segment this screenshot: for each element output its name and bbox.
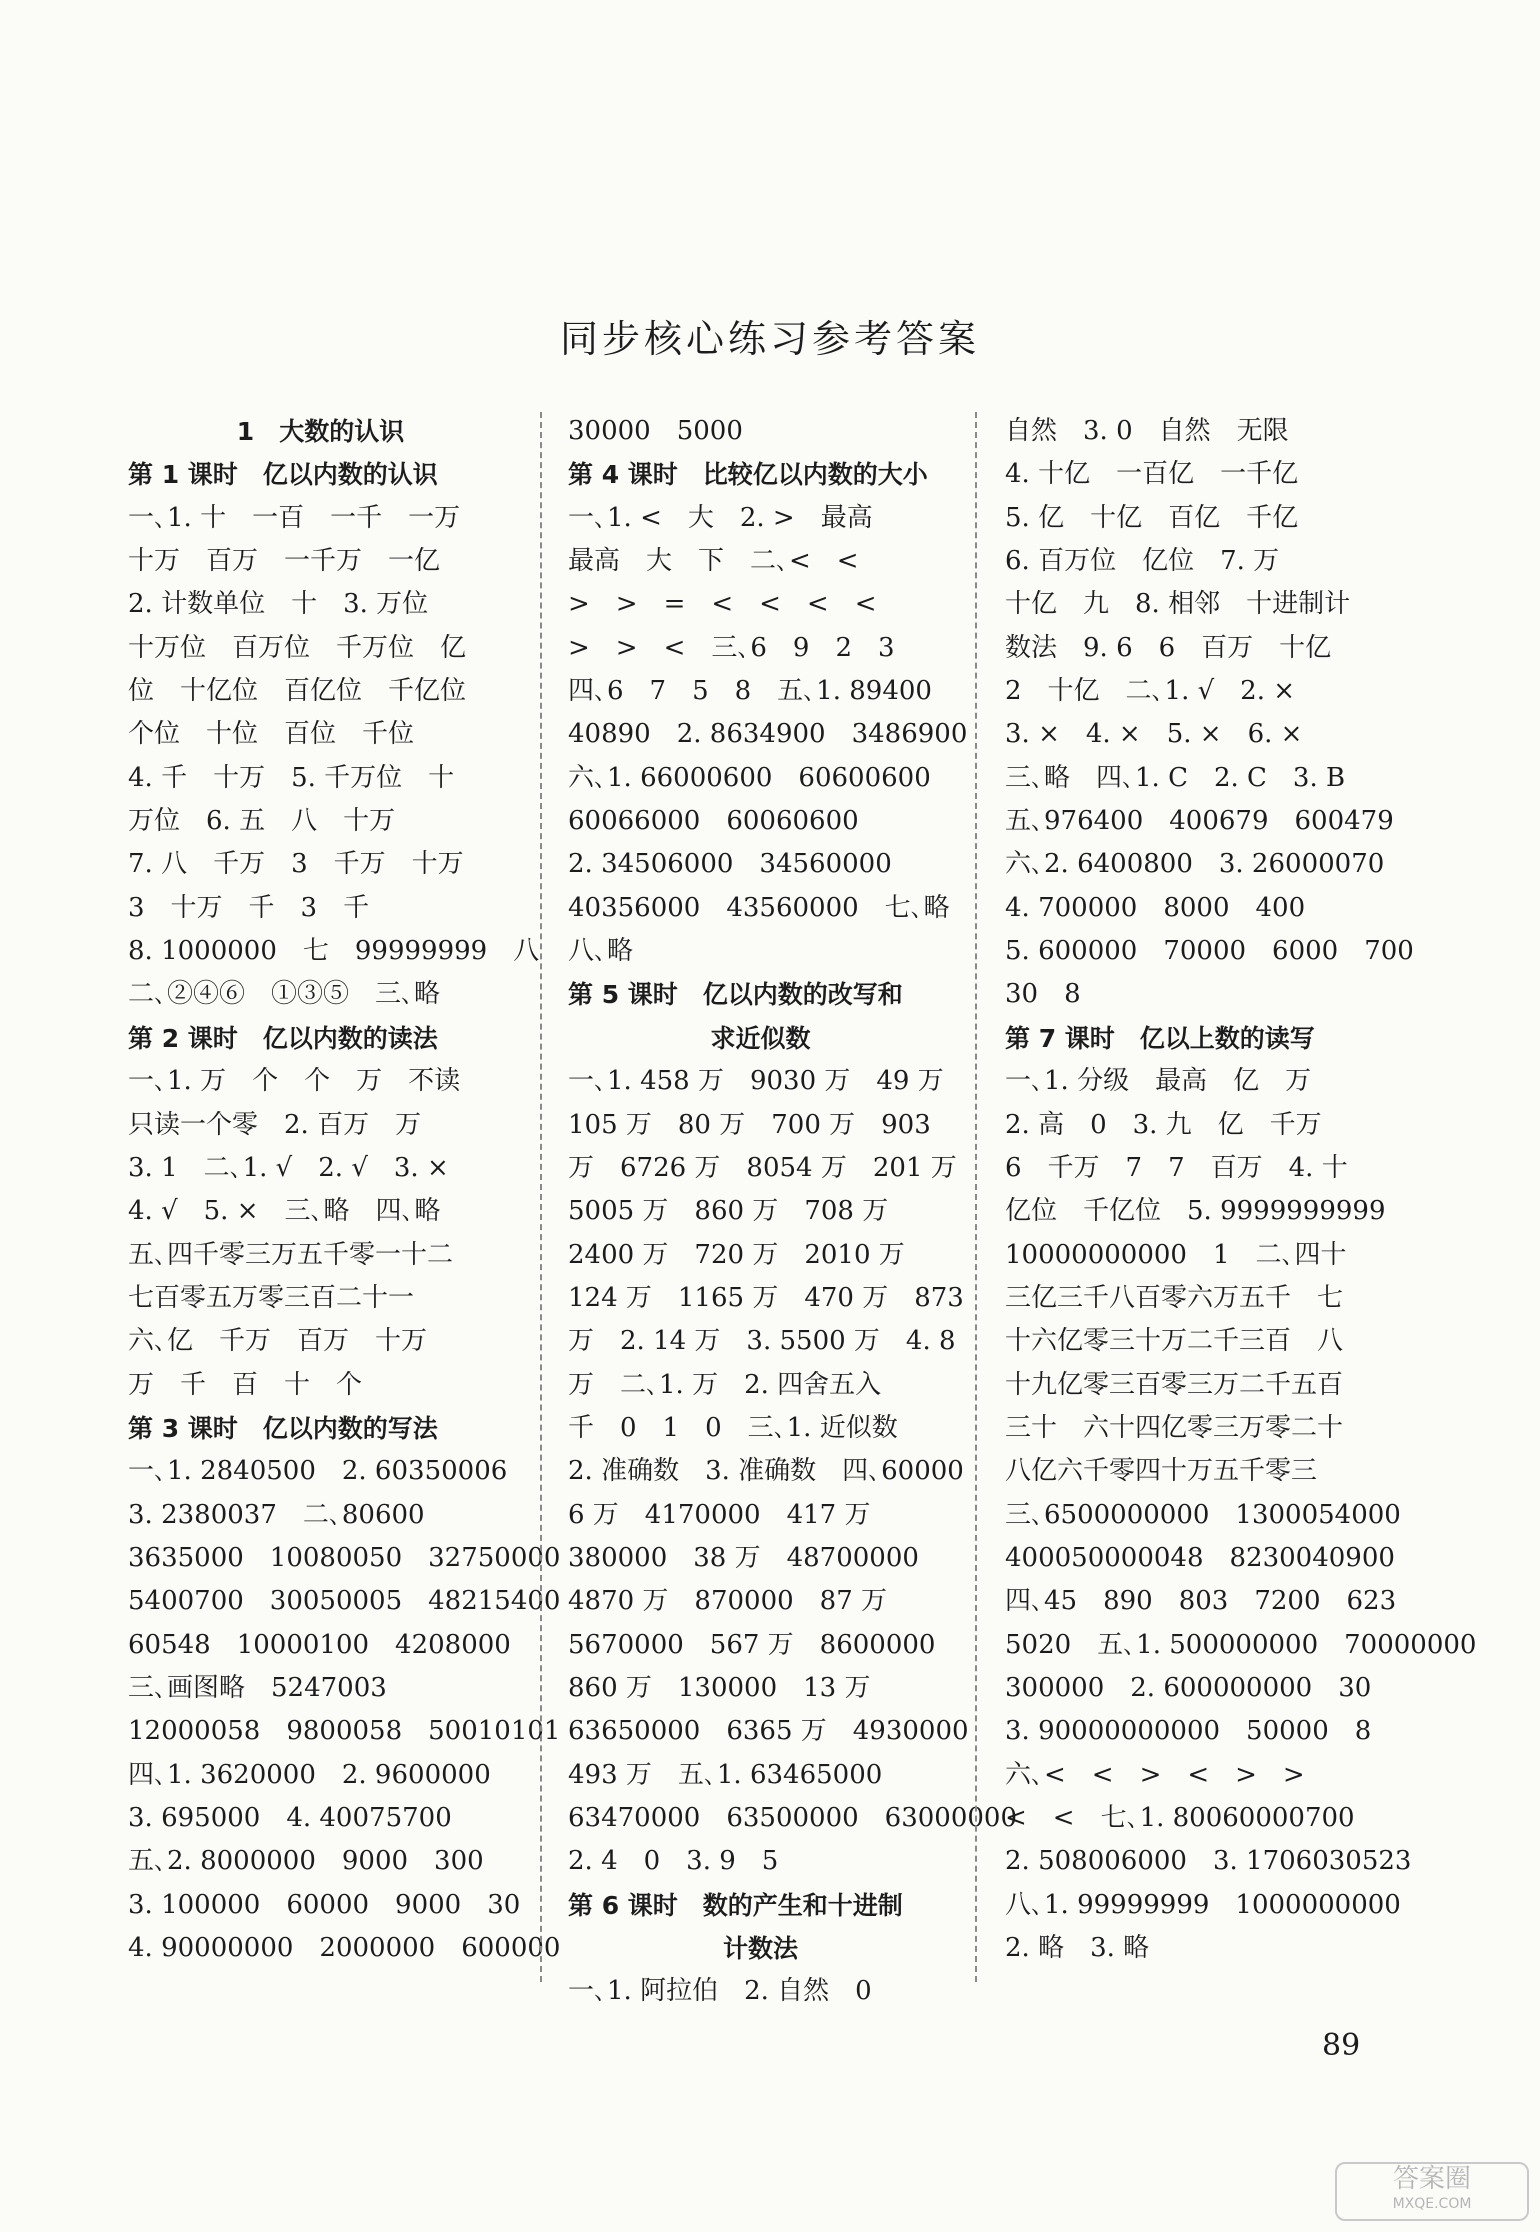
answer-line: 2. 高 0 3. 九 亿 千万 <box>1005 1109 1322 1140</box>
answer-line: 3. 695000 4. 40075700 <box>128 1803 452 1833</box>
answer-line: 万 二､1. 万 2. 四舍五入 <box>568 1369 882 1400</box>
answer-line: 3. 100000 60000 9000 30 <box>128 1889 521 1920</box>
answer-line: 2 十亿 二､1. √ 2. × <box>1005 676 1296 707</box>
answer-line: 六､2. 6400800 3. 26000070 <box>1005 849 1385 880</box>
answer-line: 40890 2. 8634900 3486900 <box>568 719 968 750</box>
answer-line: 63470000 63500000 63000000 <box>568 1803 1018 1833</box>
answer-line: 个位 十位 百位 千位 <box>128 719 415 750</box>
answer-line: 八､略 <box>568 936 634 967</box>
answer-line: 六､亿 千万 百万 十万 <box>128 1326 428 1357</box>
section-heading: 第 5 课时 亿以内数的改写和 <box>568 980 903 1010</box>
answer-line: 四､1. 3620000 2. 9600000 <box>128 1759 491 1790</box>
answer-line: 八亿六千零四十万五千零三 <box>1005 1456 1318 1487</box>
section-heading: 1 大数的认识 <box>236 417 405 446</box>
answer-line: 3. 2380037 二､80600 <box>128 1499 425 1530</box>
answer-line: 8. 1000000 七 99999999 八 <box>128 936 540 967</box>
answer-line: 4. 700000 8000 400 <box>1005 892 1306 923</box>
answer-line: 3635000 10080050 32750000 <box>128 1542 561 1573</box>
answer-line: 万 千 百 十 个 <box>128 1369 363 1400</box>
answer-line: 5400700 30050005 48215400 <box>128 1586 561 1617</box>
answer-line: 三､6500000000 1300054000 <box>1005 1499 1401 1530</box>
answer-line: 40356000 43560000 七､略 <box>568 892 950 923</box>
answer-line: 3. 90000000000 50000 8 <box>1005 1716 1372 1747</box>
answer-line: 2400 万 720 万 2010 万 <box>568 1239 905 1270</box>
answer-line: 千 0 1 0 三､1. 近似数 <box>568 1412 898 1443</box>
section-heading: 第 1 课时 亿以内数的认识 <box>128 460 438 490</box>
answer-line: 5. 600000 70000 6000 700 <box>1005 936 1414 967</box>
answer-line: 万 2. 14 万 3. 5500 万 4. 8 <box>568 1326 956 1357</box>
answer-line: 2. 34506000 34560000 <box>568 849 892 880</box>
answer-line: 2. 计数单位 十 3. 万位 <box>128 589 429 620</box>
section-heading: 第 6 课时 数的产生和十进制 <box>568 1890 903 1920</box>
answer-line: 六､1. 66000600 60600600 <box>568 762 931 793</box>
answer-line: 一､1. 十 一百 一千 一万 <box>128 502 461 533</box>
answer-line: 万 6726 万 8054 万 201 万 <box>568 1152 957 1183</box>
answer-line: 4. 千 十万 5. 千万位 十 <box>128 762 455 793</box>
answer-line: 124 万 1165 万 470 万 873 <box>568 1282 964 1313</box>
answer-line: 五､2. 8000000 9000 300 <box>128 1846 484 1877</box>
answer-column-1 <box>128 410 561 1970</box>
answer-line: 十六亿零三十万二千三百 八 <box>1005 1326 1344 1357</box>
answer-line: 860 万 130000 13 万 <box>568 1672 871 1703</box>
answer-line: 十万位 百万位 千万位 亿 <box>128 632 467 663</box>
answer-line: 2. 508006000 3. 1706030523 <box>1005 1846 1412 1877</box>
answer-line: 只读一个零 2. 百万 万 <box>128 1109 422 1140</box>
answer-line: 3. 1 二､1. √ 2. √ 3. × <box>128 1152 449 1183</box>
answer-line: 一､1. 458 万 9030 万 49 万 <box>568 1066 944 1097</box>
answer-line: 30 8 <box>1005 979 1081 1010</box>
answer-line: > > < 三､6 9 2 3 <box>568 632 895 663</box>
answer-line: 数法 9. 6 6 百万 十亿 <box>1005 632 1332 663</box>
answer-line: 60066000 60060600 <box>568 806 859 837</box>
answer-line: 五､四千零三万五千零一十二 <box>128 1239 454 1270</box>
answer-line: 自然 3. 0 自然 无限 <box>1005 416 1289 446</box>
answer-line: 最高 大 下 二､< < <box>568 546 859 577</box>
answer-line: 3 十万 千 3 千 <box>128 892 370 923</box>
answer-line: 493 万 五､1. 63465000 <box>568 1759 883 1790</box>
answer-line: 一､1. 万 个 个 万 不读 <box>128 1066 461 1097</box>
answer-line: 十亿 九 8. 相邻 十进制计 <box>1005 589 1351 620</box>
answer-line: 6 千万 7 7 百万 4. 十 <box>1005 1152 1348 1183</box>
page-number: 89 <box>1322 2028 1361 2063</box>
answer-line: 一､1. 2840500 2. 60350006 <box>128 1456 508 1487</box>
answer-line: 一､1. < 大 2. > 最高 <box>568 502 873 533</box>
answer-line: 4870 万 870000 87 万 <box>568 1586 888 1617</box>
answer-line: 二､②④⑥ ①③⑤ 三､略 <box>128 979 441 1010</box>
answer-line: 5020 五､1. 500000000 70000000 <box>1005 1629 1477 1660</box>
answer-line: 5005 万 860 万 708 万 <box>568 1196 889 1227</box>
answer-line: 5670000 567 万 8600000 <box>568 1629 936 1660</box>
answer-line: 一､1. 分级 最高 亿 万 <box>1005 1066 1312 1097</box>
answer-line: 三､画图略 5247003 <box>128 1672 387 1703</box>
answer-line: 六､< < > < > > <box>1005 1759 1305 1790</box>
answer-line: 十万 百万 一千万 一亿 <box>128 546 441 577</box>
section-heading: 求近似数 <box>710 1023 811 1053</box>
answer-line: < < 七､1. 80060000700 <box>1005 1803 1355 1833</box>
answer-line: 4. 90000000 2000000 600000 <box>128 1933 561 1964</box>
answer-line: 2. 准确数 3. 准确数 四､60000 <box>568 1456 964 1487</box>
watermark-text: 答案圈 <box>1392 2164 1471 2194</box>
answer-line: 2. 4 0 3. 9 5 <box>568 1846 779 1877</box>
answer-line: > > = < < < < <box>568 589 877 620</box>
section-heading: 第 3 课时 亿以内数的写法 <box>128 1413 438 1443</box>
answer-line: 60548 10000100 4208000 <box>128 1629 511 1660</box>
answer-line: 三十 六十四亿零三万零二十 <box>1005 1412 1344 1443</box>
section-heading: 第 4 课时 比较亿以内数的大小 <box>568 460 928 490</box>
answer-line: 4. 十亿 一百亿 一千亿 <box>1005 459 1299 490</box>
answer-line: 6 万 4170000 417 万 <box>568 1499 871 1530</box>
answer-line: 三､略 四､1. C 2. C 3. B <box>1005 762 1346 793</box>
watermark-url: MXQE.COM <box>1392 2196 1472 2212</box>
section-heading: 第 7 课时 亿以上数的读写 <box>1005 1023 1315 1053</box>
answer-line: 6. 百万位 亿位 7. 万 <box>1005 546 1280 577</box>
answer-line: 300000 2. 600000000 30 <box>1005 1672 1372 1703</box>
answer-line: 四､6 7 5 8 五､1. 89400 <box>568 676 932 707</box>
answer-line: 三亿三千八百零六万五千 七 <box>1005 1282 1344 1313</box>
answer-line: 五､976400 400679 600479 <box>1005 806 1394 837</box>
answer-line: 10000000000 1 二､四十 <box>1005 1239 1347 1270</box>
answer-line: 105 万 80 万 700 万 903 <box>568 1109 931 1140</box>
watermark-logo <box>1335 2162 1529 2221</box>
answer-line: 万位 6. 五 八 十万 <box>128 806 396 837</box>
answer-line: 2. 略 3. 略 <box>1005 1933 1150 1964</box>
answer-line: 十九亿零三百零三万二千五百 <box>1005 1369 1344 1400</box>
section-heading: 计数法 <box>722 1934 798 1964</box>
answer-column-2 <box>568 410 1018 2014</box>
answer-line: 亿位 千亿位 5. 9999999999 <box>1005 1196 1386 1227</box>
answer-line: 7. 八 千万 3 千万 十万 <box>128 849 464 880</box>
answer-line: 63650000 6365 万 4930000 <box>568 1716 969 1747</box>
answer-line: 3. × 4. × 5. × 6. × <box>1005 719 1303 750</box>
answer-column-3 <box>1005 410 1477 1970</box>
section-heading: 第 2 课时 亿以内数的读法 <box>128 1023 438 1053</box>
answer-line: 一､1. 阿拉伯 2. 自然 0 <box>568 1976 872 2007</box>
answer-line: 四､45 890 803 7200 623 <box>1005 1586 1397 1617</box>
column-divider <box>975 412 977 1982</box>
answer-line: 12000058 9800058 50010101 <box>128 1716 561 1747</box>
answer-line: 位 十亿位 百亿位 千亿位 <box>128 676 467 707</box>
page-title: 同步核心练习参考答案 <box>559 317 980 361</box>
answer-line: 30000 5000 <box>568 416 743 446</box>
column-divider <box>540 412 542 1982</box>
answer-line: 5. 亿 十亿 百亿 千亿 <box>1005 502 1299 533</box>
answer-line: 4. √ 5. × 三､略 四､略 <box>128 1196 441 1227</box>
answer-line: 八､1. 99999999 1000000000 <box>1005 1889 1401 1920</box>
answer-line: 380000 38 万 48700000 <box>568 1542 919 1573</box>
answer-line: 400050000048 8230040900 <box>1005 1542 1395 1573</box>
answer-line: 七百零五万零三百二十一 <box>128 1282 415 1313</box>
